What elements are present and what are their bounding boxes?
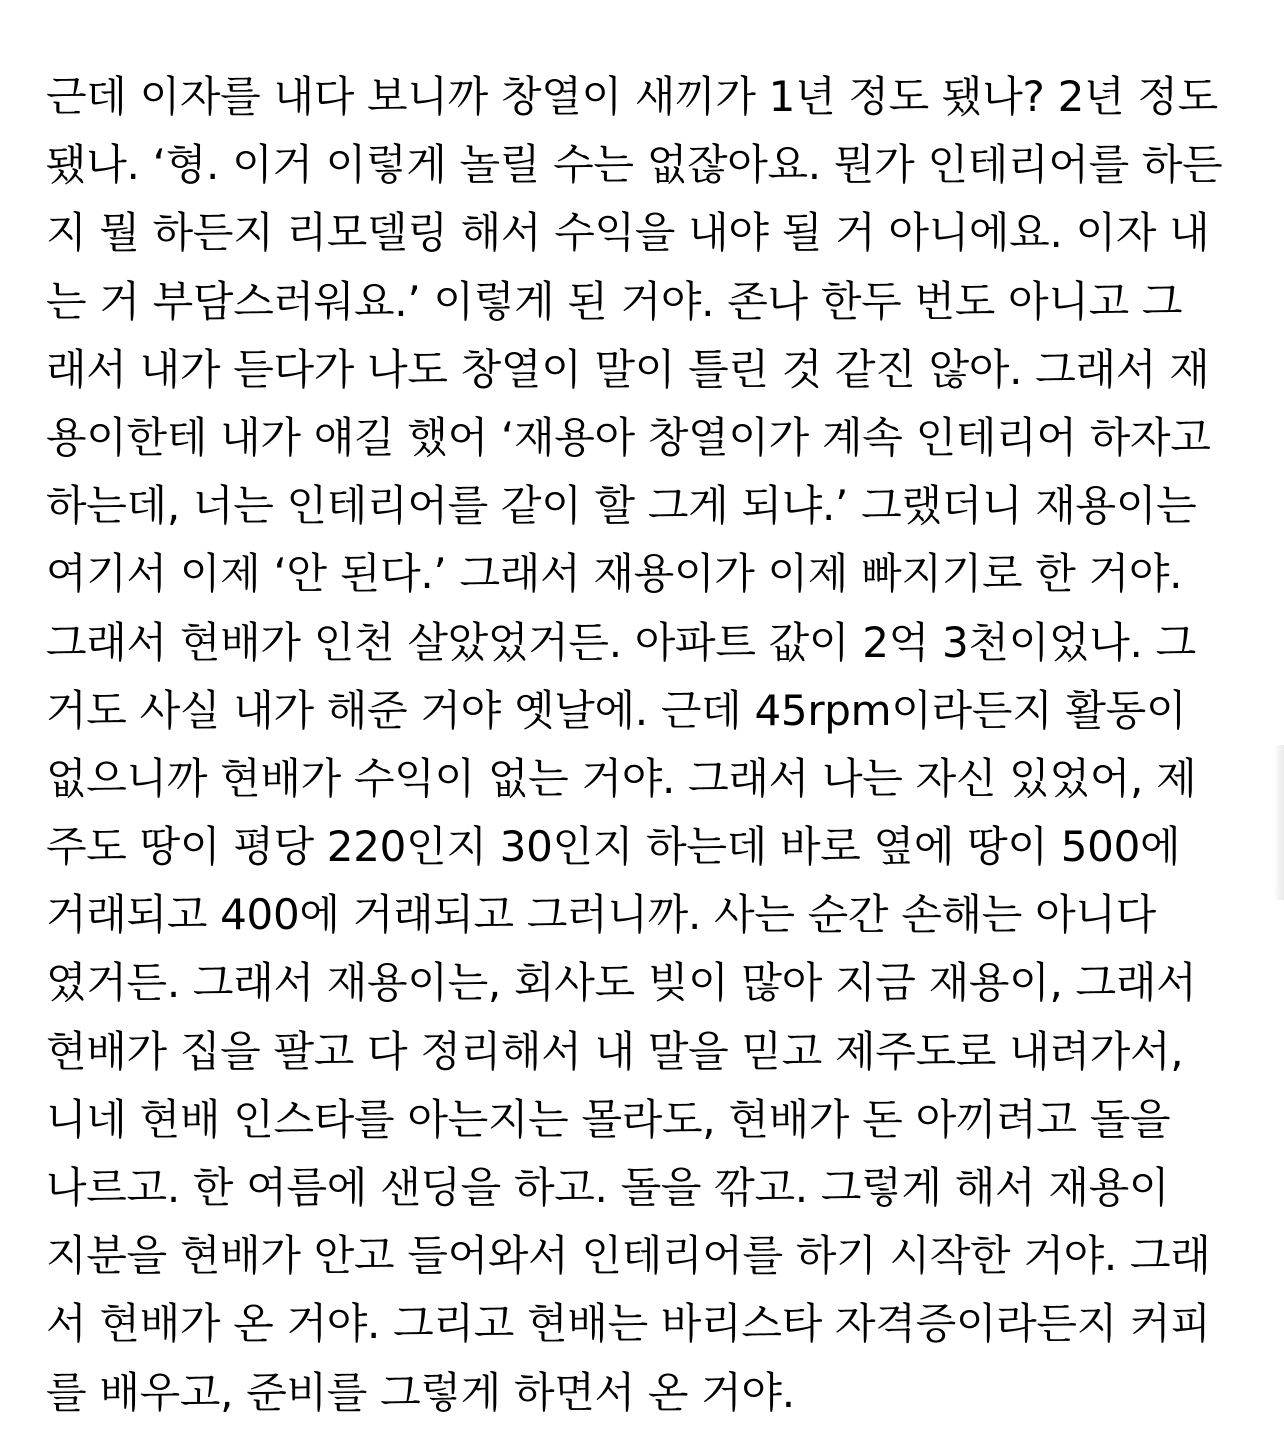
text-line: 지분을 현배가 안고 들어와서 인테리어를 하기 시작한 거야. 그래: [46, 1231, 1211, 1281]
text-line: 래서 내가 듣다가 나도 창열이 말이 틀린 것 같진 않아. 그래서 재: [46, 344, 1210, 394]
text-line: 그래서 현배가 인천 살았었거든. 아파트 값이 2억 3천이었나. 그: [46, 617, 1196, 667]
text-line: 여기서 이제 ‘안 된다.’ 그래서 재용이가 이제 빠지기로 한 거야.: [46, 549, 1183, 599]
text-line: 를 배우고, 준비를 그렇게 하면서 온 거야.: [46, 1367, 795, 1417]
text-line: 주도 땅이 평당 220인지 30인지 하는데 바로 옆에 땅이 500에: [46, 822, 1181, 872]
text-line: 나르고. 한 여름에 샌딩을 하고. 돌을 깎고. 그렇게 해서 재용이: [46, 1163, 1170, 1212]
text-line: 는 거 부담스러워요.’ 이렇게 된 거야. 존나 한두 번도 아니고 그: [46, 276, 1183, 326]
text-line: 없으니까 현배가 수익이 없는 거야. 그래서 나는 자신 있었어, 제: [46, 753, 1197, 803]
text-line: 근데 이자를 내다 보니까 창열이 새끼가 1년 정도 됐나? 2년 정도: [46, 72, 1218, 121]
text-line: 현배가 집을 팔고 다 정리해서 내 말을 믿고 제주도로 내려가서,: [46, 1026, 1184, 1076]
article-text: [46, 63, 1246, 1427]
text-line: 니네 현배 인스타를 아는지는 몰라도, 현배가 돈 아끼려고 돌을: [46, 1094, 1171, 1144]
text-line: 하는데, 너는 인테리어를 같이 할 그게 되냐.’ 그랬더니 재용이는: [46, 481, 1197, 531]
text-line: 거래되고 400에 거래되고 그러니까. 사는 순간 손해는 아니다: [46, 890, 1156, 940]
text-line: 서 현배가 온 거야. 그리고 현배는 바리스타 자격증이라든지 커피: [46, 1299, 1211, 1349]
scrollbar[interactable]: [1274, 745, 1284, 900]
text-line: 됐나. ‘형. 이거 이렇게 놀릴 수는 없잖아요. 뭔가 인테리어를 하든: [46, 140, 1223, 190]
text-line: 지 뭘 하든지 리모델링 해서 수익을 내야 될 거 아니에요. 이자 내: [46, 208, 1210, 258]
text-line: 용이한테 내가 얘길 했어 ‘재용아 창열이가 계속 인테리어 하자고: [46, 412, 1211, 462]
text-line: 거도 사실 내가 해준 거야 옛날에. 근데 45rpm이라든지 활동이: [46, 685, 1187, 735]
text-line: 였거든. 그래서 재용이는, 회사도 빚이 많아 지금 재용이, 그래서: [46, 958, 1197, 1008]
